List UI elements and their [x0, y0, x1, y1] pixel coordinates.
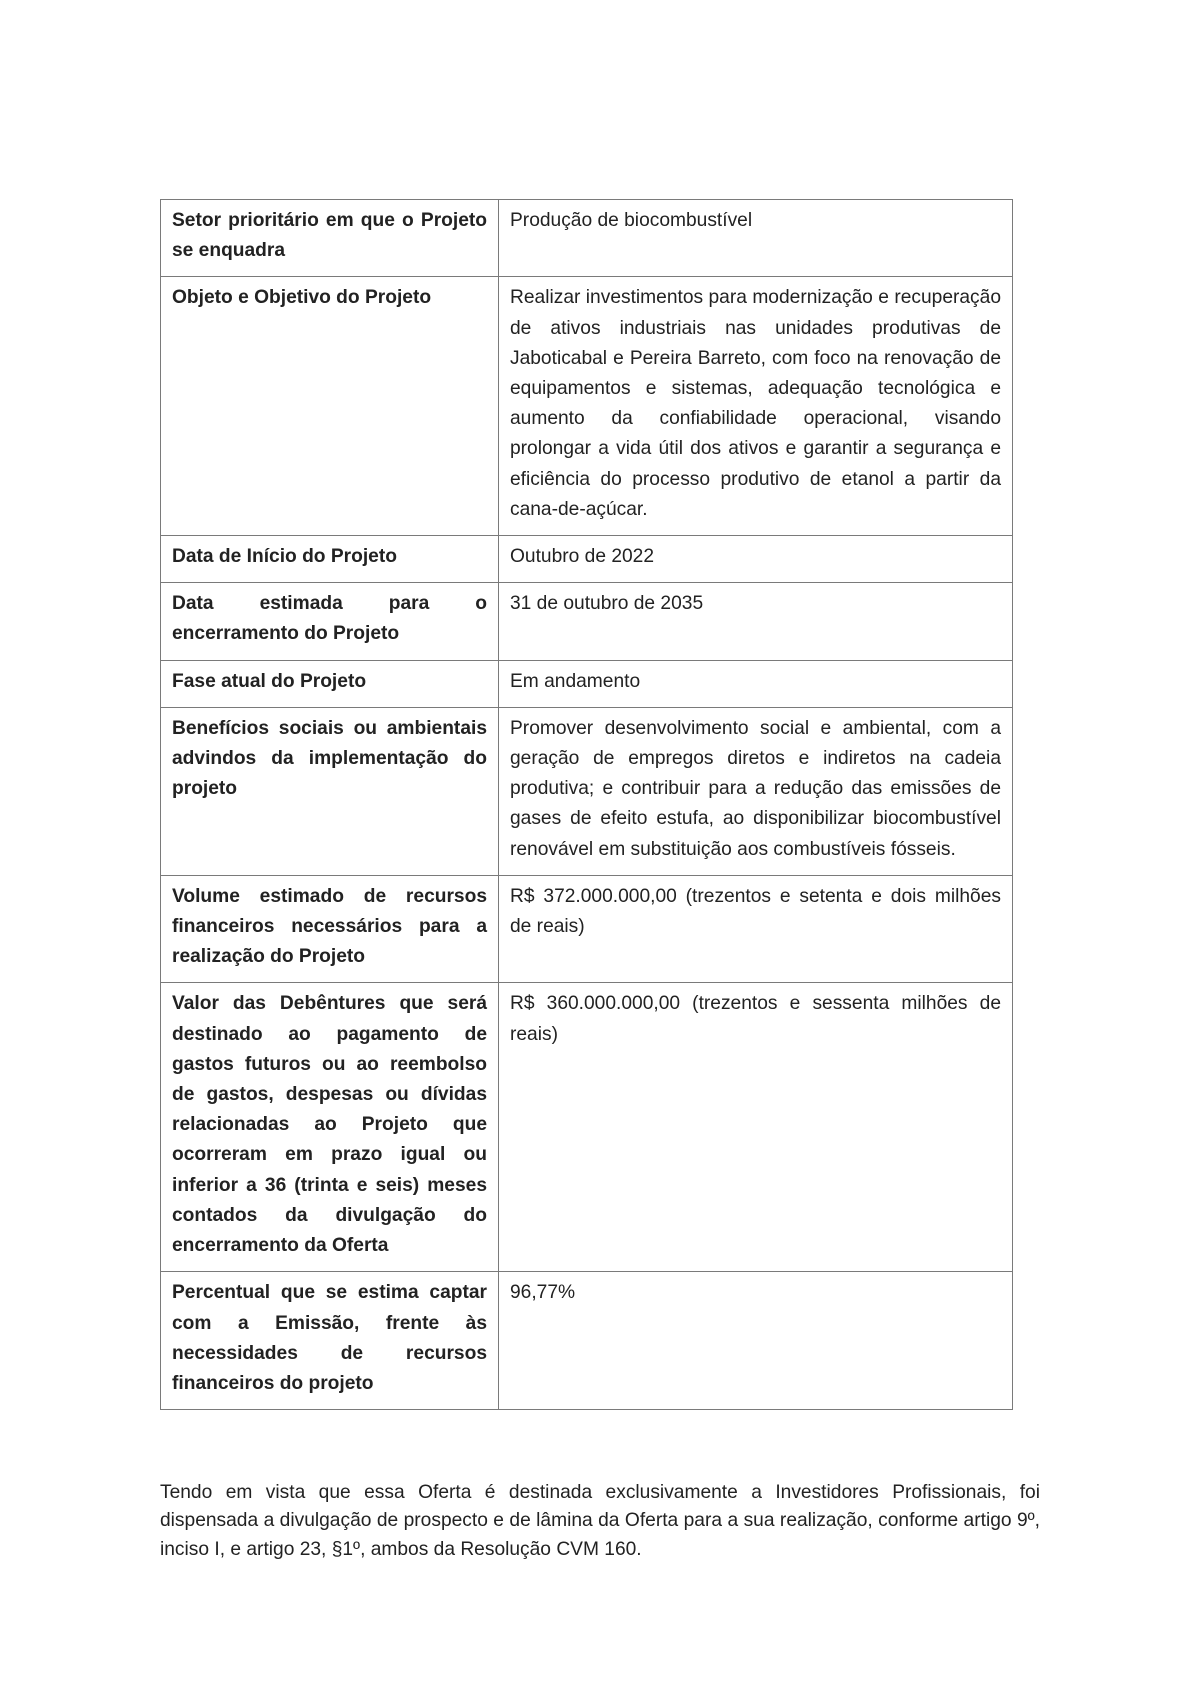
project-info-table [160, 199, 1013, 1410]
table-row-beneficios [161, 707, 1013, 875]
table-row-objeto [161, 277, 1013, 536]
row-label: Objeto e Objetivo do Projeto [161, 277, 499, 536]
row-value: R$ 372.000.000,00 (trezentos e setenta e dois milhões de reais) [499, 875, 1013, 983]
table-row-valor-debentures [161, 983, 1013, 1272]
row-value: Em andamento [499, 660, 1013, 707]
table-row-data-inicio [161, 536, 1013, 583]
row-value: 96,77% [499, 1272, 1013, 1410]
row-label: Valor das Debêntures que será destinado ao pagamento de gastos futuros ou ao reembolso de gastos, despesas ou dívidas relacionadas ao Projeto que ocorreram em prazo igual ou inferior a 36 (trinta e seis) meses contados da divulgação do encerramento da Oferta [161, 983, 499, 1272]
row-value: R$ 360.000.000,00 (trezentos e sessenta milhões de reais) [499, 983, 1013, 1272]
table-row-setor [161, 200, 1013, 277]
closing-paragraph: Tendo em vista que essa Oferta é destinada exclusivamente a Investidores Profissionais, foi dispensada a divulgação de prospecto e de lâmina da Oferta para a sua realização, conforme artigo 9º, inciso I, e artigo 23, §1º, ambos da Resolução CVM 160. [160, 1482, 1040, 1560]
row-label: Data estimada para o encerramento do Projeto [161, 583, 499, 660]
row-label: Fase atual do Projeto [161, 660, 499, 707]
row-label: Data de Início do Projeto [161, 536, 499, 583]
row-label: Volume estimado de recursos financeiros necessários para a realização do Projeto [161, 875, 499, 983]
row-value: Outubro de 2022 [499, 536, 1013, 583]
table-row-data-encerramento [161, 583, 1013, 660]
row-value: Produção de biocombustível [499, 200, 1013, 277]
table-row-volume-estimado [161, 875, 1013, 983]
table-row-fase-atual [161, 660, 1013, 707]
row-label: Percentual que se estima captar com a Emissão, frente às necessidades de recursos financeiros do projeto [161, 1272, 499, 1410]
row-label: Benefícios sociais ou ambientais advindos da implementação do projeto [161, 707, 499, 875]
row-value: Promover desenvolvimento social e ambiental, com a geração de empregos diretos e indiretos na cadeia produtiva; e contribuir para a redução das emissões de gases de efeito estufa, ao disponibilizar biocombustível renovável em substituição aos combustíveis fósseis. [499, 707, 1013, 875]
table-row-percentual [161, 1272, 1013, 1410]
row-value: 31 de outubro de 2035 [499, 583, 1013, 660]
row-label: Setor prioritário em que o Projeto se enquadra [161, 200, 499, 277]
row-value: Realizar investimentos para modernização e recuperação de ativos industriais nas unidades produtivas de Jaboticabal e Pereira Barreto, com foco na renovação de equipamentos e sistemas, adequação tecnológica e aumento da confiabilidade operacional, visando prolongar a vida útil dos ativos e garantir a segurança e eficiência do processo produtivo de etanol a partir da cana-de-açúcar. [499, 277, 1013, 536]
